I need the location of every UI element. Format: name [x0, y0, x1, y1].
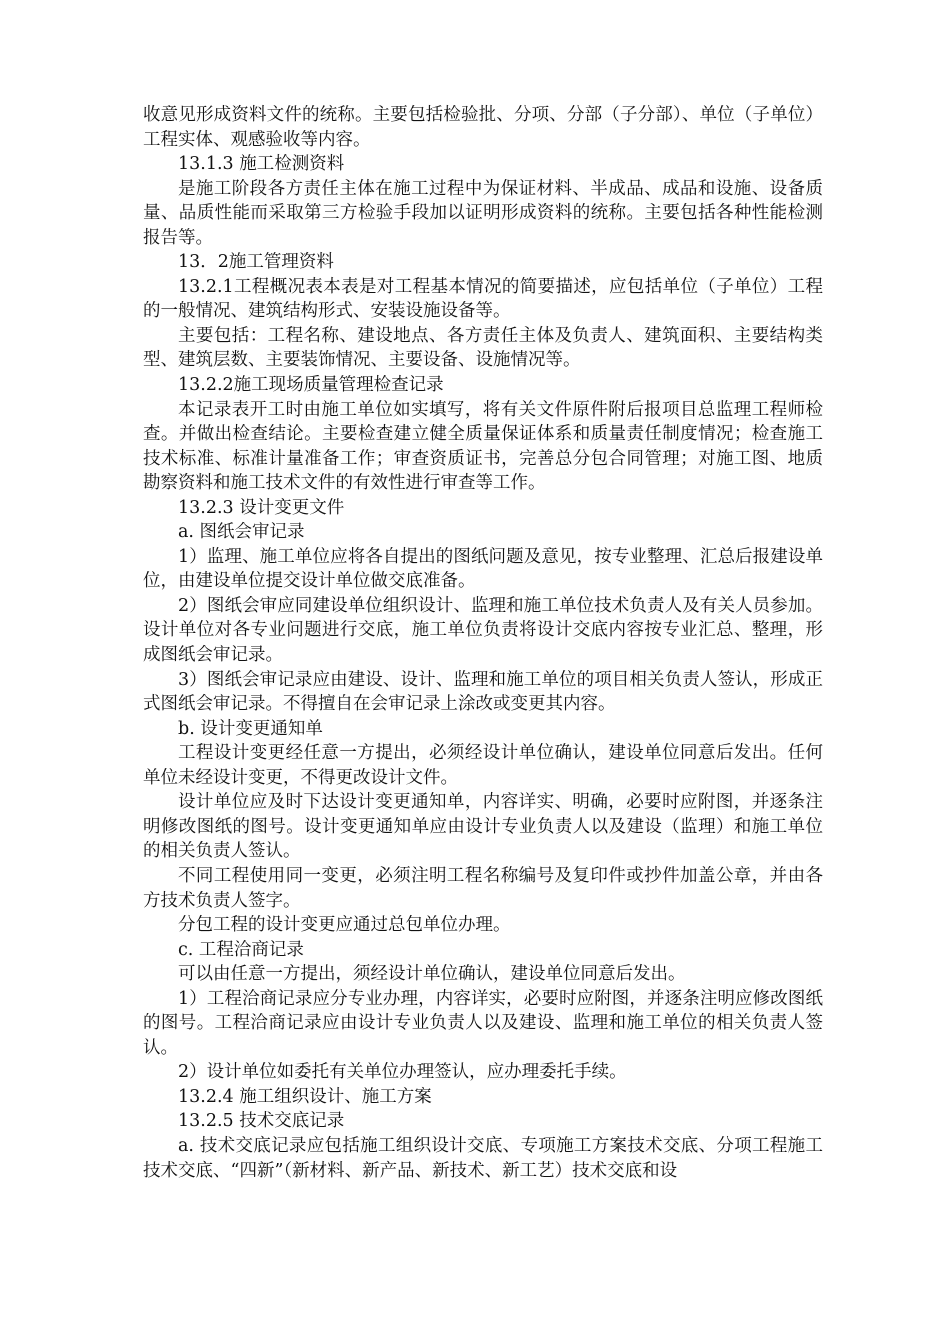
document-body	[143, 103, 823, 1183]
paragraph: 工程设计变更经任意一方提出，必须经设计单位确认，建设单位同意后发出。任何单位未经设计变更，不得更改设计文件。	[143, 743, 823, 788]
paragraph: 不同工程使用同一变更，必须注明工程名称编号及复印件或抄件加盖公章，并由各方技术负责人签字。	[143, 865, 823, 911]
paragraph: 主要包括：工程名称、建设地点、各方责任主体及负责人、建筑面积、主要结构类型、建筑层数、主要装饰情况、主要设备、设施情况等。	[143, 325, 823, 371]
section-heading: 13.2.3 设计变更文件	[178, 497, 345, 518]
paragraph: 1）监理、施工单位应将各自提出的图纸问题及意见，按专业整理、汇总后报建设单位，由建设单位提交设计单位做交底准备。	[143, 546, 823, 592]
paragraph: 13.2.1工程概况表本表是对工程基本情况的简要描述，应包括单位（子单位）工程的一般情况、建筑结构形式、安装设施设备等。	[143, 276, 823, 322]
paragraph: 3）图纸会审记录应由建设、设计、监理和施工单位的项目相关负责人签认，形成正式图纸会审记录。不得擅自在会审记录上涂改或变更其内容。	[143, 669, 823, 715]
subsection-heading: a. 图纸会审记录	[178, 522, 305, 543]
paragraph: 分包工程的设计变更应通过总包单位办理。	[178, 915, 511, 936]
section-heading: 13.2.2施工现场质量管理检查记录	[178, 375, 444, 396]
paragraph: a. 技术交底记录应包括施工组织设计交底、专项施工方案技术交底、分项工程施工技术交底、“四新”（新材料、新产品、新技术、新工艺）技术交底和设	[143, 1135, 823, 1181]
paragraph: 1）工程洽商记录应分专业办理，内容详实，必要时应附图，并逐条注明应修改图纸的图号。工程洽商记录应由设计专业负责人以及建设、监理和施工单位的相关负责人签认。	[143, 988, 823, 1058]
paragraph: 设计单位应及时下达设计变更通知单，内容详实、明确，必要时应附图，并逐条注明修改图纸的图号。设计变更通知单应由设计专业负责人以及建设（监理）和施工单位的相关负责人签认。	[143, 792, 823, 862]
paragraph: 2）设计单位如委托有关单位办理签认，应办理委托手续。	[178, 1062, 627, 1083]
section-heading: 13．2施工管理资料	[178, 252, 334, 273]
subsection-heading: b. 设计变更通知单	[178, 718, 323, 739]
subsection-heading: c. 工程洽商记录	[178, 939, 304, 960]
paragraph: 2）图纸会审应同建设单位组织设计、监理和施工单位技术负责人及有关人员参加。设计单位对各专业问题进行交底，施工单位负责将设计交底内容按专业汇总、整理，形成图纸会审记录。	[143, 595, 823, 666]
section-heading: 13.2.4 施工组织设计、施工方案	[178, 1086, 432, 1107]
section-heading: 13.2.5 技术交底记录	[178, 1111, 345, 1132]
section-heading: 13.1.3 施工检测资料	[178, 154, 345, 175]
paragraph: 可以由任意一方提出，须经设计单位确认，建设单位同意后发出。	[178, 964, 686, 985]
paragraph: 收意见形成资料文件的统称。主要包括检验批、分项、分部（子分部）、单位（子单位）工程实体、观感验收等内容。	[143, 105, 823, 150]
paragraph: 本记录表开工时由施工单位如实填写，将有关文件原件附后报项目总监理工程师检查。并做出检查结论。主要检查建立健全质量保证体系和质量责任制度情况；检查施工技术标准、标准计量准备工作；审查资质证书，完善总分包合同管理；对施工图、地质勘察资料和施工技术文件的有效性进行审查等工作。	[143, 399, 823, 494]
paragraph: 是施工阶段各方责任主体在施工过程中为保证材料、半成品、成品和设施、设备质量、品质性能而采取第三方检验手段加以证明形成资料的统称。主要包括各种性能检测报告等。	[143, 178, 823, 248]
